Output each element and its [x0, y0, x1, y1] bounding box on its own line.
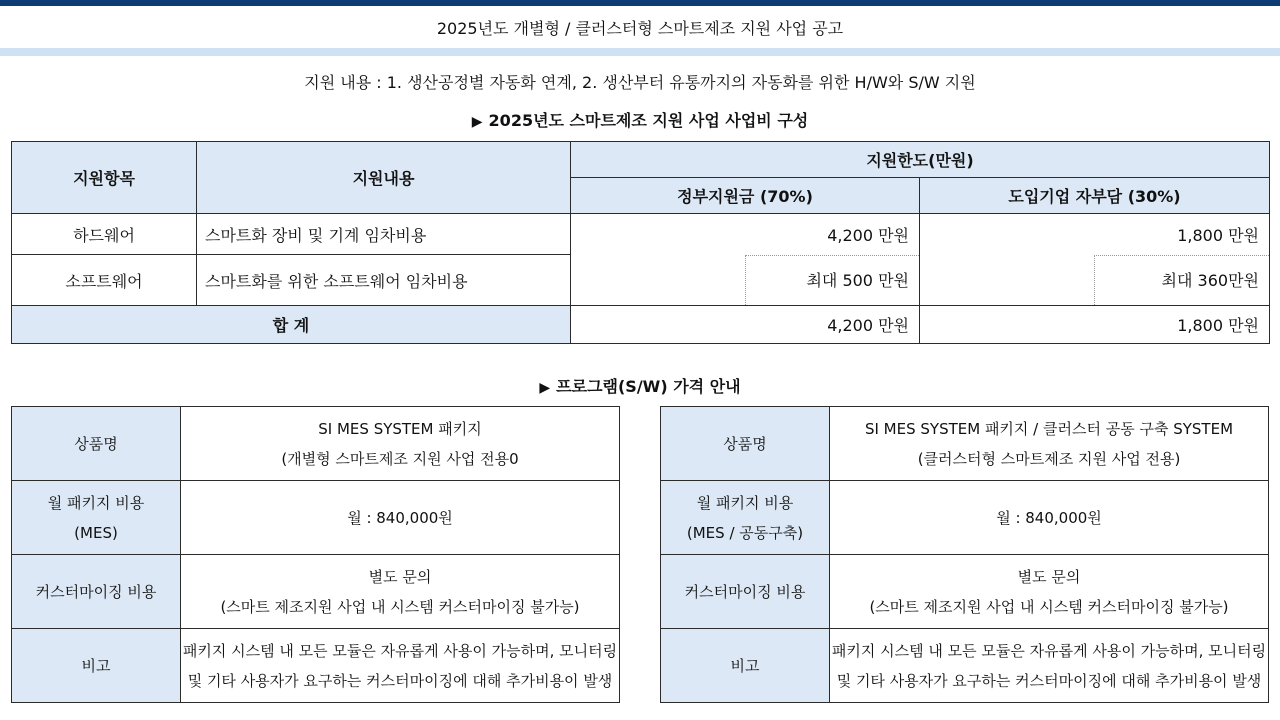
custom-cost-label: 커스터마이징 비용	[661, 555, 830, 629]
custom-cost-value	[830, 555, 1269, 629]
monthly-cost-label-line: 월 패키지 비용	[47, 493, 145, 512]
header-gov: 정부지원금 (70%)	[571, 178, 920, 214]
table-row	[12, 629, 620, 703]
product-name-label: 상품명	[661, 407, 830, 481]
note-line: 패키지 시스템 내 모든 모듈은 자유롭게 사용이 가능하며, 모니터링	[831, 641, 1267, 660]
price-table-cluster	[660, 406, 1269, 703]
header-item: 지원항목	[12, 142, 197, 214]
row-self: 1,800 만원	[920, 214, 1270, 255]
monthly-cost-label-sub: (MES)	[74, 523, 118, 542]
product-name-line: SI MES SYSTEM 패키지 / 클러스터 공동 구축 SYSTEM	[864, 419, 1234, 438]
support-description: 지원 내용 : 1. 생산공정별 자동화 연계, 2. 생산부터 유통까지의 자동화를 위한 H/W와 S/W 지원	[304, 73, 976, 92]
product-name-sub: (개별형 스마트제조 지원 사업 전용0	[281, 449, 519, 468]
custom-cost-sub: (스마트 제조지원 사업 내 시스템 커스터마이징 불가능)	[220, 597, 580, 616]
note-line: 및 기타 사용자가 요구하는 커스터마이징에 대해 추가비용이 발생	[836, 671, 1262, 690]
row-gov: 4,200 만원	[571, 214, 920, 255]
total-self: 1,800 만원	[920, 306, 1270, 344]
table-row	[12, 555, 620, 629]
monthly-cost-value: 월 : 840,000원	[181, 481, 620, 555]
price-table-individual	[11, 406, 620, 703]
monthly-cost-label	[12, 481, 181, 555]
table-row	[12, 407, 620, 481]
total-gov: 4,200 만원	[571, 306, 920, 344]
triangle-right-icon: ▶	[471, 114, 483, 130]
row-content: 스마트화 장비 및 기계 임차비용	[197, 214, 571, 255]
table-row	[661, 407, 1269, 481]
custom-cost-value	[181, 555, 620, 629]
monthly-cost-label-sub: (MES / 공동구축)	[686, 523, 804, 542]
table-row	[661, 555, 1269, 629]
table-row	[12, 255, 1270, 306]
row-self: 최대 360만원	[1161, 271, 1259, 291]
row-gov: 최대 500 만원	[806, 271, 909, 291]
row-gov-cell	[571, 255, 920, 306]
monthly-cost-label-line: 월 패키지 비용	[696, 493, 794, 512]
row-item: 소프트웨어	[12, 255, 197, 306]
note-label: 비고	[661, 629, 830, 703]
section-cost-heading	[0, 108, 1280, 131]
product-name-value	[830, 407, 1269, 481]
row-content: 스마트화를 위한 소프트웨어 임차비용	[197, 255, 571, 306]
table-row	[12, 214, 1270, 255]
product-name-value	[181, 407, 620, 481]
row-self-cell	[920, 255, 1270, 306]
cost-table	[11, 141, 1270, 344]
section-price-title: 프로그램(S/W) 가격 안내	[556, 377, 741, 396]
table-row	[12, 481, 620, 555]
custom-cost-sub: (스마트 제조지원 사업 내 시스템 커스터마이징 불가능)	[869, 597, 1229, 616]
page-title: 2025년도 개별형 / 클러스터형 스마트제조 지원 사업 공고	[436, 18, 844, 38]
triangle-right-icon: ▶	[539, 380, 551, 396]
custom-cost-line: 별도 문의	[368, 567, 432, 586]
monthly-cost-value: 월 : 840,000원	[830, 481, 1269, 555]
table-row	[661, 481, 1269, 555]
product-name-label: 상품명	[12, 407, 181, 481]
header-limit: 지원한도(만원)	[571, 142, 1270, 178]
monthly-cost-label	[661, 481, 830, 555]
total-row	[12, 306, 1270, 344]
table-row	[661, 629, 1269, 703]
custom-cost-label: 커스터마이징 비용	[12, 555, 181, 629]
section-cost-title: 2025년도 스마트제조 지원 사업 사업비 구성	[488, 111, 809, 130]
title-underline-bar	[0, 48, 1280, 56]
header-self: 도입기업 자부담 (30%)	[920, 178, 1270, 214]
product-name-sub: (클러스터형 스마트제조 지원 사업 전용)	[917, 449, 1181, 468]
note-value	[830, 629, 1269, 703]
section-price-heading	[0, 374, 1280, 397]
note-value	[181, 629, 620, 703]
row-item: 하드웨어	[12, 214, 197, 255]
note-line: 및 기타 사용자가 요구하는 커스터마이징에 대해 추가비용이 발생	[187, 671, 613, 690]
header-content: 지원내용	[197, 142, 571, 214]
product-name-line: SI MES SYSTEM 패키지	[318, 419, 482, 438]
total-label: 합 계	[12, 306, 571, 344]
note-label: 비고	[12, 629, 181, 703]
note-line: 패키지 시스템 내 모든 모듈은 자유롭게 사용이 가능하며, 모니터링	[182, 641, 618, 660]
custom-cost-line: 별도 문의	[1017, 567, 1081, 586]
